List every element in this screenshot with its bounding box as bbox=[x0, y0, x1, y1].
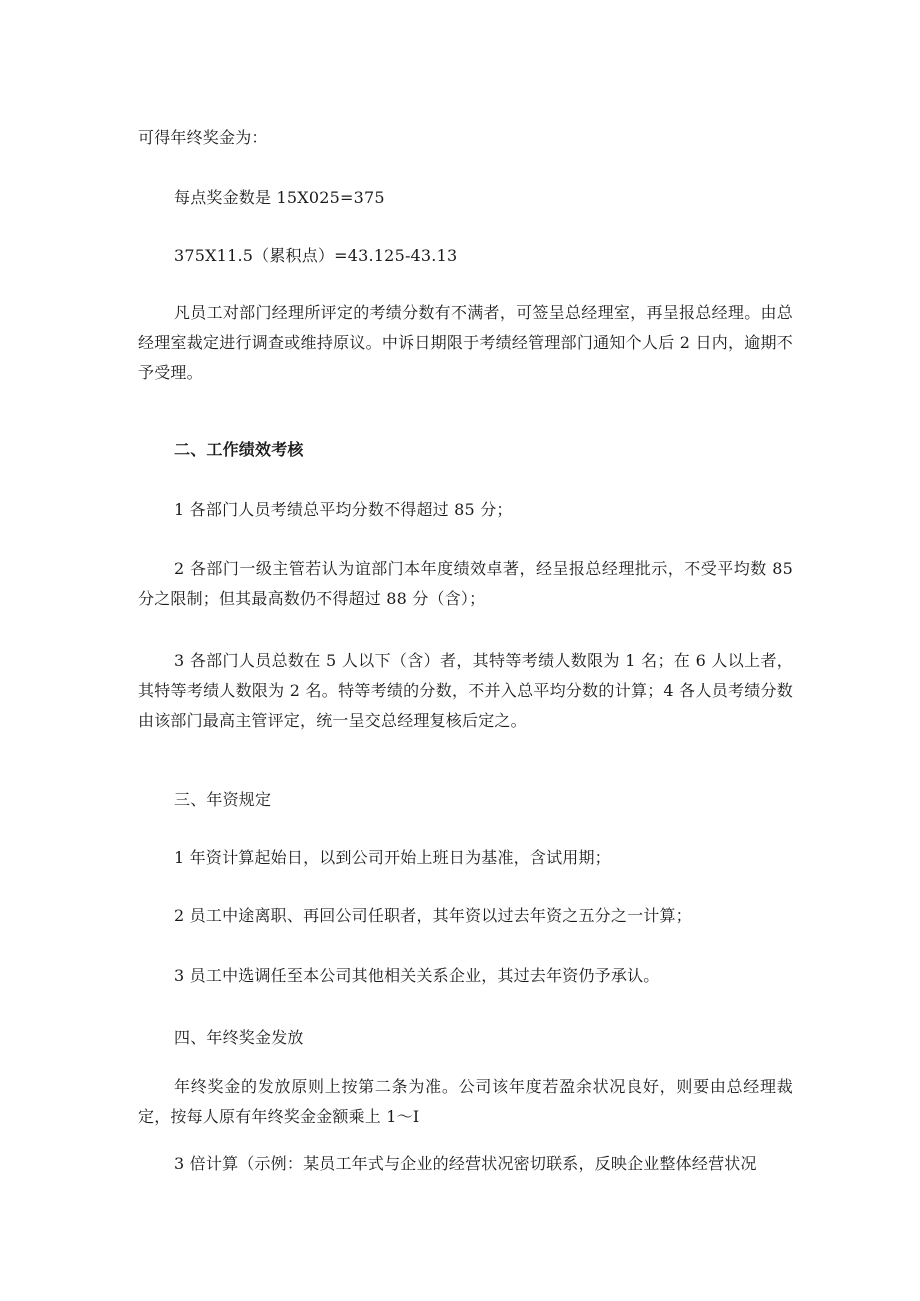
appeal-paragraph: 凡员工对部门经理所评定的考绩分数有不满者，可签呈总经理室，再呈报总经理。由总经理室裁定进行调查或维持原议。中诉日期限于考绩经管理部门通知个人后 2 日内，逾期不予受理。 bbox=[138, 303, 793, 382]
bonus-calculation-line: 375X11.5（累积点）=43.125-43.13 bbox=[174, 246, 458, 265]
performance-item-1: 1 各部门人员考绩总平均分数不得超过 85 分； bbox=[174, 500, 513, 519]
bonus-intro-line: 可得年终奖金为： bbox=[138, 128, 268, 147]
section-heading-seniority: 三、年资规定 bbox=[174, 790, 272, 809]
performance-item-2: 2 各部门一级主管若认为谊部门本年度绩效卓著，经呈报总经理批示，不受平均数 85 分之限制；但其最高数仍不得超过 88 分（含）； bbox=[138, 559, 793, 608]
bonus-paragraph: 年终奖金的发放原则上按第二条为准。公司该年度若盈余状况良好，则要由总经理裁定，按每人原有年终奖金金额乘上 1〜I bbox=[138, 1077, 793, 1126]
bonus-per-point-line: 每点奖金数是 15X025=375 bbox=[174, 188, 385, 207]
section-heading-bonus: 四、年终奖金发放 bbox=[174, 1028, 304, 1047]
section-heading-performance: 二、工作绩效考核 bbox=[174, 440, 304, 459]
bonus-multiplier-line: 3 倍计算（示例：某员工年式与企业的经营状况密切联系，反映企业整体经营状况 bbox=[174, 1154, 757, 1173]
seniority-item-1: 1 年资计算起始日，以到公司开始上班日为基准，含试用期； bbox=[174, 848, 611, 867]
seniority-item-3: 3 员工中选调任至本公司其他相关关系企业，其过去年资仍予承认。 bbox=[174, 966, 660, 985]
performance-item-3: 3 各部门人员总数在 5 人以下（含）者，其特等考绩人数限为 1 名；在 6 人以上者，其特等考绩人数限为 2 名。特等考绩的分数，不并入总平均分数的计算；4 各人员考绩分数由该部门最高主管评定，统一呈交总经理复核后定之。 bbox=[138, 651, 793, 730]
seniority-item-2: 2 员工中途离职、再回公司任职者，其年资以过去年资之五分之一计算； bbox=[174, 906, 692, 925]
